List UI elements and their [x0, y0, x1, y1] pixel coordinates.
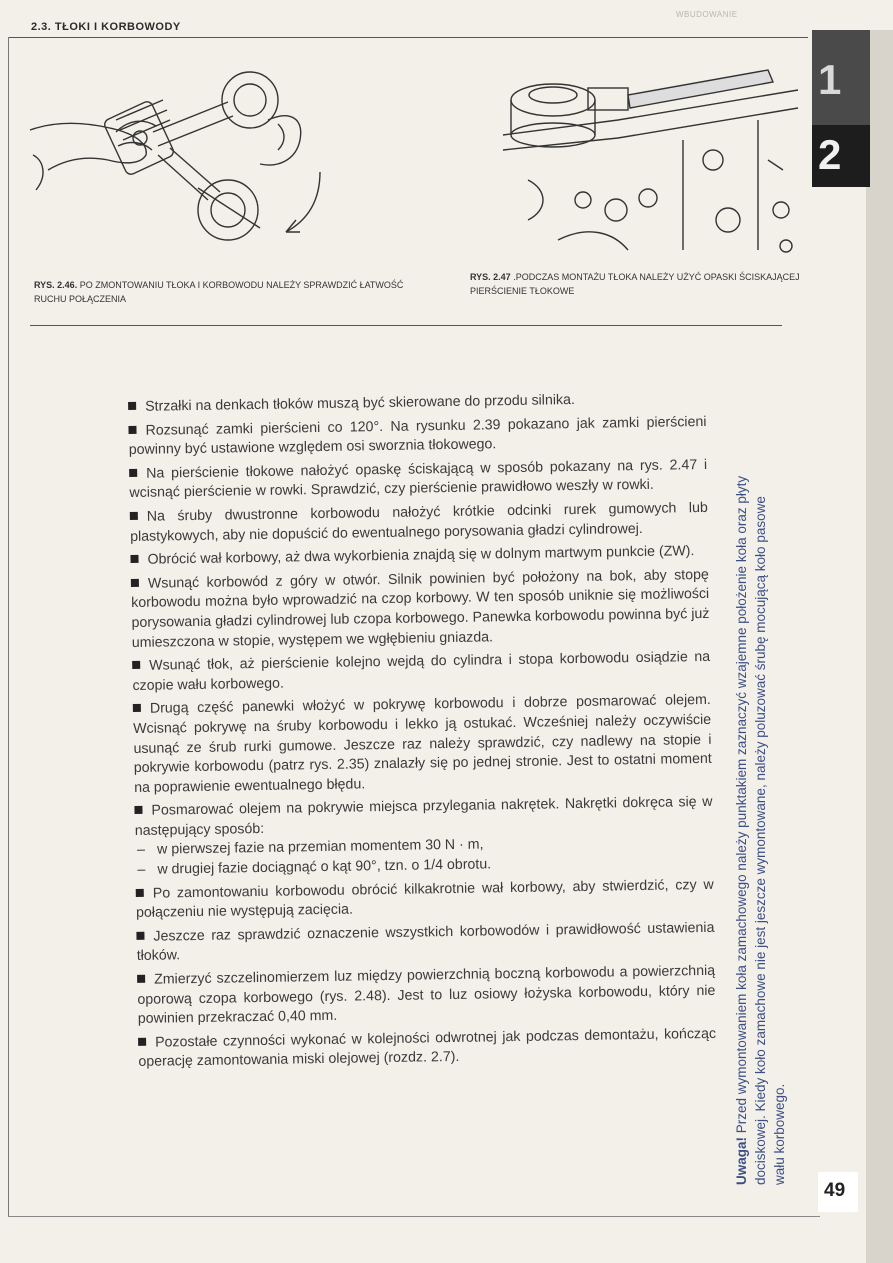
instruction-text: Na pierścienie tłokowe nałożyć opaskę ściskającą w sposób pokazany na rys. 2.47 i wcisnąć pierścienie w rowki. Sprawdzić, czy pierścienie prawidłowo weszły w rowki. [129, 456, 708, 502]
piston-rod-illustration [28, 60, 338, 265]
tightening-step-text: w pierwszej fazie na przemian momentem 30 N · m, [156, 836, 484, 859]
bullet-icon [136, 932, 144, 940]
instruction-list [128, 389, 717, 1077]
bullet-icon [133, 704, 141, 712]
instruction-item [137, 962, 716, 1030]
chapter-tab-2 [812, 125, 870, 187]
dash-icon: – [136, 842, 146, 859]
instruction-text: Drugą część panewki włożyć w pokrywę korbowodu i dobrze posmarować olejem. Wcisnąć pokrywę na śruby korbowodu i lekko ją ostukać. Wcześniej należy oczywiście usunąć ze śrub rurki gumowe. Jeszcze raz należy sprawdzić, czy nadlewy na stopie i pokrywie korbowodu (patrz rys. 2.35) znalazły się po jednej stronie. Jest to ostatni moment na poprawienie ewentualnego błędu. [133, 692, 712, 796]
header-rule [8, 37, 808, 38]
instruction-text: Po zamontowaniu korbowodu obrócić kilkakrotnie wał korbowy, aby stwierdzić, czy w połączeniu nie występują zacięcia. [135, 876, 714, 922]
instruction-item [131, 566, 710, 653]
chapter-tab-1 [812, 30, 870, 125]
instruction-text: Jeszcze raz sprawdzić oznaczenie wszystkich korbowodów i prawidłowość ustawienia tłoków. [136, 919, 715, 965]
instruction-text: Wsunąć korbowód z góry w otwór. Silnik powinien być położony na bok, aby stopę korbowodu można było wprowadzić na czop korbowy. W ten sposób uniknie się możliwości porysowania gładzi cylindrowej lub czopa korbowego. Panewka korbowodu powinna być już umieszczona w stopie, występem we wgłębieniu gniazda. [131, 566, 710, 651]
figure-caption-2-46 [34, 278, 434, 306]
brand-label: WBUDOWANIE [676, 10, 738, 19]
bullet-icon [132, 661, 140, 669]
page-number: 49 [824, 1180, 846, 1201]
instruction-item [132, 648, 711, 696]
bullet-icon [128, 402, 136, 410]
figure-piston-rod [28, 60, 338, 265]
instruction-item [138, 1025, 717, 1073]
instruction-text: Wsunąć tłok, aż pierścienie kolejno wejdą do cylindra i stopa korbowodu osiądzie na czopie wału korbowego. [132, 649, 711, 694]
figure-caption-text: .PODCZAS MONTAŻU TŁOKA NALEŻY UŻYĆ OPASKI ŚCISKAJĄCEJ PIERŚCIENIE TŁOKOWE [470, 272, 800, 296]
caption-rule [30, 325, 782, 326]
bullet-icon [138, 1038, 146, 1046]
dash-icon: – [137, 861, 146, 878]
bullet-icon [137, 975, 145, 983]
page-edge-strip [866, 30, 893, 1263]
instruction-text: Na śruby dwustronne korbowodu nałożyć krótkie odcinki rurek gumowych lub plastykowych, aby nie dopuścić do ewentualnego porysowania gładzi cylindrowej. [130, 499, 708, 545]
chapter-tab-number: 1 [818, 56, 842, 103]
chapter-title: 2.3. TŁOKI I KORBOWODY [31, 21, 181, 33]
instruction-item [136, 876, 715, 924]
instruction-text: Rozsunąć zamki pierścieni co 120°. Na rysunku 2.39 pokazano jak zamki pierścieni powinny być ustawione względem osi sworznia tłokowego. [128, 413, 707, 459]
figure-caption-2-47 [470, 270, 800, 298]
instruction-text: Strzałki na denkach tłoków muszą być skierowane do przodu silnika. [145, 391, 575, 415]
figure-caption-text: PO ZMONTOWANIU TŁOKA I KORBOWODU NALEŻY SPRAWDZIĆ ŁATWOŚĆ RUCHU POŁĄCZENIA [34, 280, 404, 304]
bullet-icon [130, 512, 138, 520]
instruction-item [129, 456, 708, 504]
bullet-icon [129, 469, 137, 477]
instruction-item [133, 691, 712, 798]
figure-label: RYS. 2.47 [470, 272, 511, 282]
instruction-item [128, 413, 707, 461]
bullet-icon [131, 579, 139, 587]
instruction-item [130, 499, 709, 547]
bullet-icon [134, 806, 142, 814]
chapter-tab-number: 2 [818, 131, 842, 178]
bullet-icon [128, 425, 136, 433]
warning-label: Uwaga! [734, 1136, 749, 1185]
instruction-text: Posmarować olejem na pokrywie miejsca przylegania nakrętek. Nakrętki dokręca się w następujący sposób: [134, 794, 713, 839]
ring-compressor-illustration [498, 50, 803, 265]
instruction-item [136, 919, 715, 967]
tightening-step-text: w drugiej fazie dociągnąć o kąt 90°, tzn. o 1/4 obrotu. [157, 856, 492, 878]
bullet-icon [136, 888, 144, 896]
frame-bottom [8, 1216, 820, 1217]
figure-label: RYS. 2.46. [34, 280, 78, 290]
instruction-text: Zmierzyć szczelinomierzem luz między powierzchnią boczną korbowodu a powierzchnią oporową czopa korbowego (rys. 2.48). Jest to luz osiowy łożyska korbowodu, który nie powinien przekraczać 0,40 mm. [137, 962, 716, 1028]
instruction-text: Pozostałe czynności wykonać w kolejności odwrotnej jak podczas demontażu, kończąc operację zamontowania miski olejowej (rozdz. 2.7). [138, 1025, 717, 1071]
instruction-text: Obrócić wał korbowy, aż dwa wykorbienia znajdą się w dolnym martwym punkcie (ZW). [147, 543, 695, 568]
side-warning-note [732, 465, 792, 1185]
warning-text: Przed wymontowaniem koła zamachowego należy punktakiem zaznaczyć wzajemne położenie koła oraz płyty dociskowej. Kiedy koło zamachowe nie jest jeszcze wymontowane, należy poluzować śrubę mocującą koło pasowe wału korbowego. [734, 475, 787, 1185]
bullet-icon [130, 555, 138, 563]
frame-left [8, 37, 9, 1217]
figure-ring-compressor [498, 50, 803, 265]
